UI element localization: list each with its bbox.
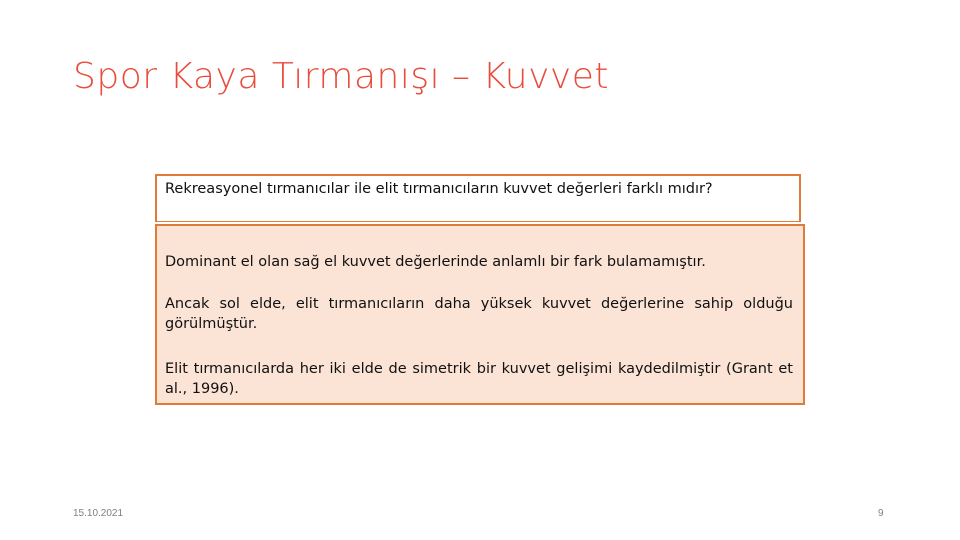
answer-box	[155, 224, 805, 405]
answer-paragraph-3: Elit tırmanıcılarda her iki elde de simetrik bir kuvvet gelişimi kaydedilmiştir (Grant et al., 1996).	[165, 361, 793, 397]
answer-paragraph-2: Ancak sol elde, elit tırmanıcıların daha yüksek kuvvet değerlerine sahip olduğu görülmüştür.	[165, 296, 793, 332]
question-text: Rekreasyonel tırmanıcılar ile elit tırmanıcıların kuvvet değerleri farklı mıdır?	[165, 181, 713, 197]
slide-number: 9	[878, 508, 884, 519]
footer-date: 15.10.2021	[73, 508, 124, 519]
answer-paragraph-1: Dominant el olan sağ el kuvvet değerlerinde anlamlı bir fark bulamamıştır.	[165, 254, 706, 270]
question-box	[155, 174, 801, 222]
slide-title: Spor Kaya Tırmanışı – Kuvvet	[73, 56, 609, 97]
